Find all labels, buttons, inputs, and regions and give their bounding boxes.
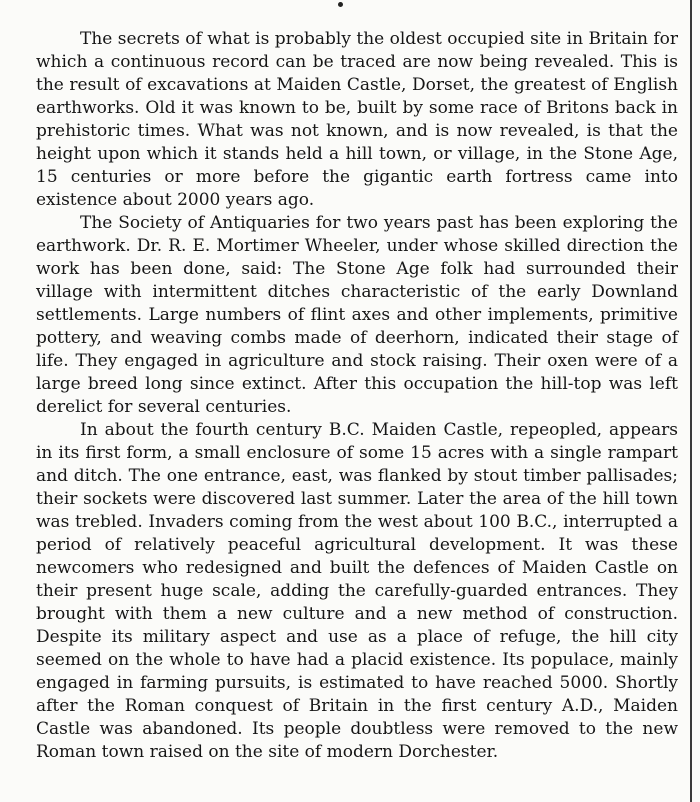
column-rule: [690, 0, 692, 802]
paragraph-society-of-antiquaries: The Society of Antiquaries for two years past has been exploring the earthwork. Dr. R. E. Mortimer Wheeler, under whose skilled direction the work has been done, said: The Stone Age folk had surrounded their village with intermittent ditches characteristic of the early Downland settlements. Large numbers of flint axes and other implements, primitive pottery, and weaving combs made of deerhorn, indicated their stage of life. They engaged in agriculture and stock raising. Their oxen were of a large breed long since extinct. After this occupation the hill-top was left derelict for several centuries.: [36, 213, 678, 417]
print-speck: [338, 2, 343, 7]
paragraph-oldest-site: The secrets of what is probably the oldest occupied site in Britain for which a continuous record can be traced are now being revealed. This is the result of excavations at Maiden Castle, Dorset, the greatest of English earthworks. Old it was known to be, built by some race of Britons back in prehistoric times. What was not known, and is now revealed, is that the height upon which it stands held a hill town, or village, in the Stone Age, 15 centuries or more before the gigantic earth fortress came into existence about 2000 years ago.: [36, 29, 678, 210]
article-body: [36, 28, 678, 764]
paragraph-fourth-century: In about the fourth century B.C. Maiden Castle, repeopled, appears in its first form, a small enclosure of some 15 acres with a single rampart and ditch. The one entrance, east, was flanked by stout timber pallisades; their sockets were discovered last summer. Later the area of the hill town was trebled. Invaders coming from the west about 100 B.C., interrupted a period of relatively peaceful agricultural development. It was these newcomers who redesigned and built the defences of Maiden Castle on their present huge scale, adding the carefully-guarded entrances. They brought with them a new culture and a new method of construction. Despite its military aspect and use as a place of refuge, the hill city seemed on the whole to have had a placid existence. Its populace, mainly engaged in farming pursuits, is estimated to have reached 5000. Shortly after the Roman conquest of Britain in the first century A.D., Maiden Castle was abandoned. Its people doubtless were removed to the new Roman town raised on the site of modern Dorchester.: [36, 420, 678, 762]
